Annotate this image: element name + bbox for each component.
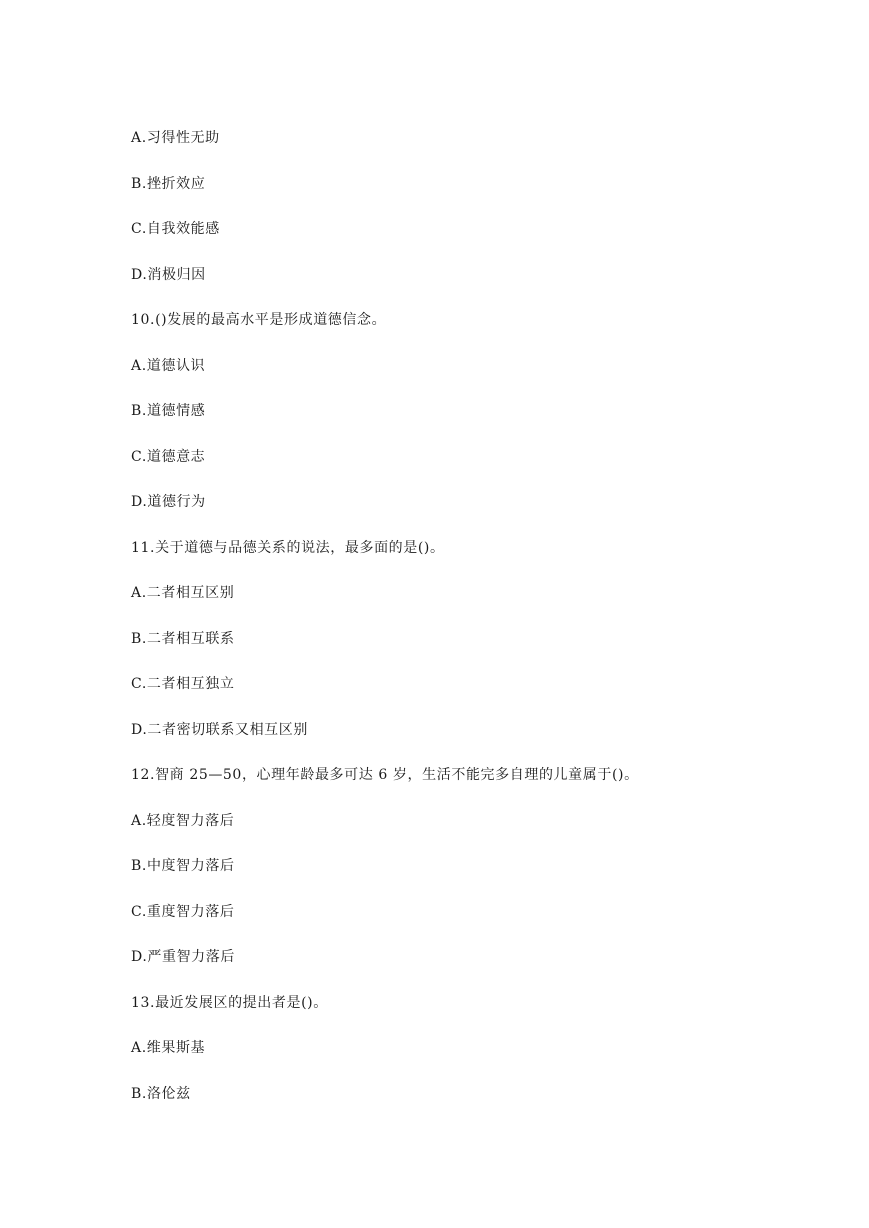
option-a-q13: A.维果斯基 (131, 1040, 206, 1056)
option-b-q9: B.挫折效应 (131, 176, 206, 192)
option-a-q12: A.轻度智力落后 (131, 813, 235, 829)
question-12: 12.智商 25—50，心理年龄最多可达 6 岁，生活不能完多自理的儿童属于()。 (131, 767, 639, 783)
option-d-q12: D.严重智力落后 (131, 949, 235, 965)
question-11: 11.关于道德与品德关系的说法，最多面的是()。 (131, 540, 445, 556)
option-a-q9: A.习得性无助 (131, 130, 220, 146)
option-a-q11: A.二者相互区别 (131, 585, 235, 601)
option-d-q9: D.消极归因 (131, 267, 206, 283)
option-b-q13: B.洛伦兹 (131, 1086, 191, 1102)
option-d-q10: D.道德行为 (131, 494, 206, 510)
question-10: 10.()发展的最高水平是形成道德信念。 (131, 312, 387, 328)
option-d-q11: D.二者密切联系又相互区别 (131, 722, 308, 738)
option-b-q12: B.中度智力落后 (131, 858, 235, 874)
option-c-q12: C.重度智力落后 (131, 904, 235, 920)
option-c-q11: C.二者相互独立 (131, 676, 235, 692)
option-c-q10: C.道德意志 (131, 449, 206, 465)
question-13: 13.最近发展区的提出者是()。 (131, 995, 328, 1011)
option-b-q10: B.道德情感 (131, 403, 206, 419)
option-c-q9: C.自我效能感 (131, 221, 220, 237)
option-a-q10: A.道德认识 (131, 358, 206, 374)
option-b-q11: B.二者相互联系 (131, 631, 235, 647)
